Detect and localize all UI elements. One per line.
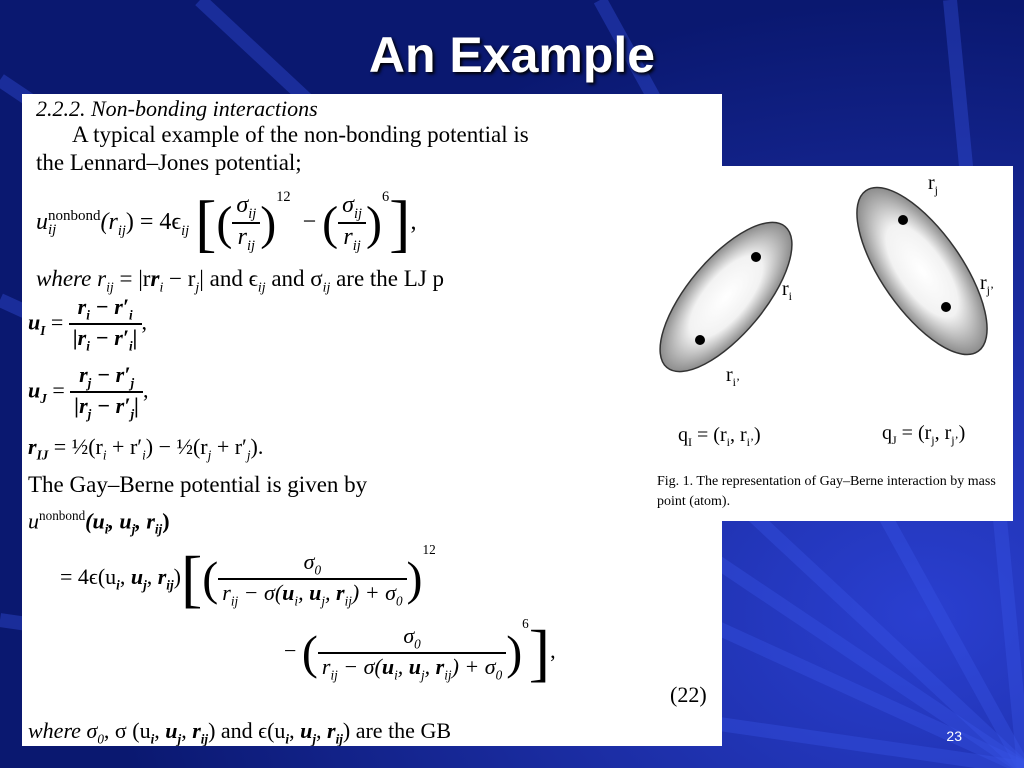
figure-caption: Fig. 1. The representation of Gay–Berne interaction by mass point (atom). xyxy=(657,474,996,509)
scanned-text-excerpt xyxy=(22,94,722,746)
rIJ-equation: $r_{IJ}$ = $\frac{1}{2}(r_i + r'_i)$ − $\frac{1}{2}(r_j + r'_j)$. xyxy=(28,434,264,463)
gb-lhs: $u^{nonbond}(u_i$, $u_j$, $r_{ij}$) xyxy=(28,508,170,537)
qJ-formula: $q_J = (r_j$, $r_{j’}$) xyxy=(882,422,966,447)
gb-equation-line1: = $4\epsilon(u_i$, $u_j$, $r_{ij}$)[( $\frac{\sigma_0}{r_{ij} - \sigma(u_i, u_j, r_{ij}) + \sigma_0}$ )$^{12}$ xyxy=(60,542,436,614)
equation-number: (22) xyxy=(670,682,707,707)
mass-point-j-prime xyxy=(941,302,951,312)
gb-equation-line2: − ( $\frac{\sigma_0}{r_{ij} - \sigma(u_i, u_j, r_{ij}) + \sigma_0}$ )$^6$], xyxy=(284,616,556,688)
gb-intro: The Gay–Berne potential is given by xyxy=(28,472,368,497)
lj-equation: u nonbond ij $(r_{ij}) = 4\epsilon_{ij}$ [( $\frac{\sigma_{ij}}{r_{ij}}$ )$^{12}$ − ( $\frac{\sigma_{ij}}{r_{ij}}$ )$^6$], xyxy=(36,187,417,259)
mass-point-i xyxy=(751,252,761,262)
mass-point-j xyxy=(898,215,908,225)
label-rj: $r_j$ xyxy=(928,172,939,197)
label-ri: $r_i$ xyxy=(782,278,793,303)
paragraph-line: the Lennard–Jones potential; xyxy=(36,150,302,175)
mass-point-i-prime xyxy=(695,335,705,345)
label-rj-prime: $r_{j’}$ xyxy=(980,272,995,297)
gay-berne-figure xyxy=(650,166,1013,521)
qI-formula: $q_I = (r_i$, $r_{i’}$) xyxy=(678,424,761,449)
section-heading: 2.2.2. Non-bonding interactions xyxy=(36,96,318,121)
uJ-equation: $u_J$ = $\frac{r_j - r'_j}{|r_j - r'_j|}$ , xyxy=(28,362,149,422)
page-number: 23 xyxy=(946,728,962,744)
ellipsoid-diagram xyxy=(650,166,1013,466)
label-ri-prime: $r_{i’}$ xyxy=(726,364,741,389)
ellipsoid-j xyxy=(833,168,1011,374)
where-line-2: where $\sigma_0$, σ ($u_i$, $u_j$, $r_{ij}$) and $\epsilon(u_i$, $u_j$, $r_{ij}$) are the GB xyxy=(28,718,452,746)
uI-equation: $u_I$ = $\frac{r_i - r'_i}{|r_i - r'_i|}$ , xyxy=(28,294,148,354)
slide-title: An Example xyxy=(368,27,656,83)
where-line: where $r_{ij} = |rr_i - r_j|$ and $\epsilon_{ij}$ and $\sigma_{ij}$ are the LJ p xyxy=(36,266,445,295)
paragraph-line: A typical example of the non-bonding potential is xyxy=(72,122,529,147)
